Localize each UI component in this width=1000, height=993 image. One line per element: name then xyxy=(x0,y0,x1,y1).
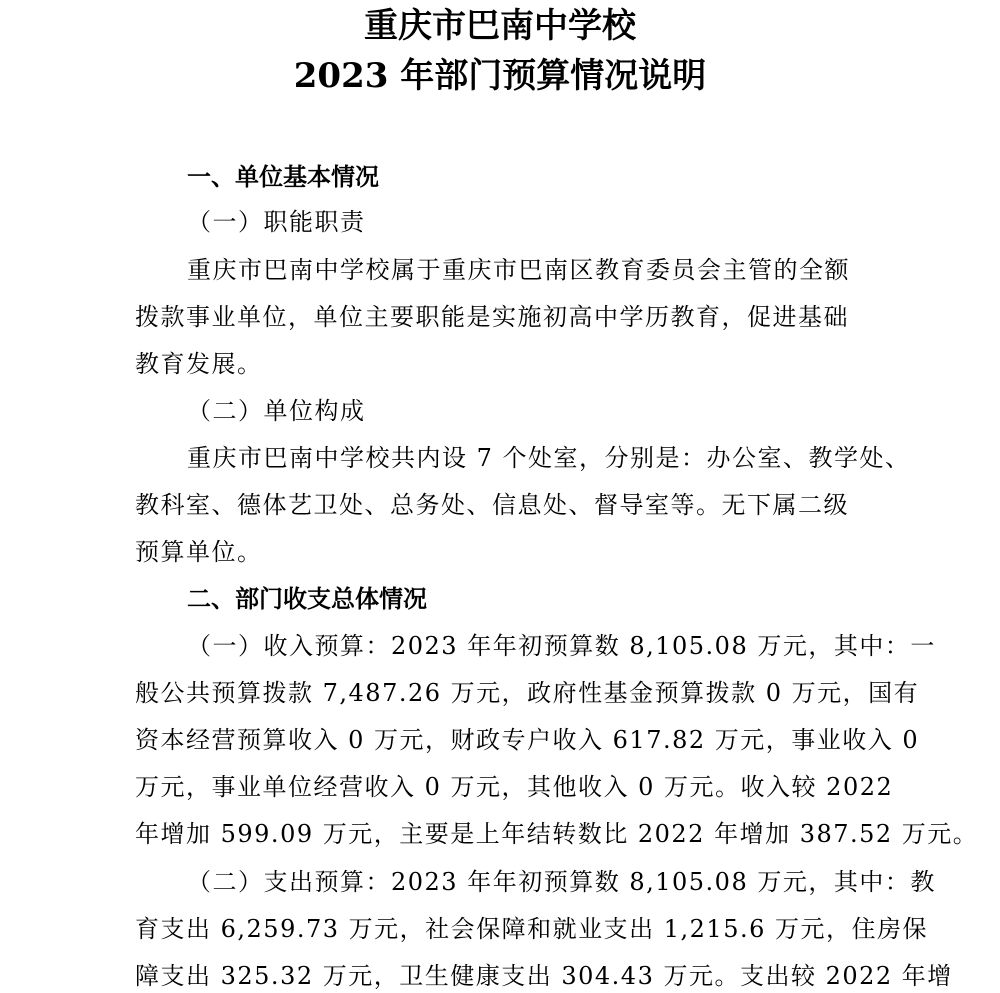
sub2-heading: （二）单位构成 xyxy=(187,397,366,425)
para3-line: 资本经营预算收入 0 万元，财政专户收入 617.82 万元，事业收入 0 xyxy=(135,726,920,754)
document-title-line2: 2023 年部门预算情况说明 xyxy=(293,56,707,96)
para3-line: 万元，事业单位经营收入 0 万元，其他收入 0 万元。收入较 2022 xyxy=(135,773,894,801)
para3-line: 般公共预算拨款 7,487.26 万元，政府性基金预算拨款 0 万元，国有 xyxy=(135,679,920,707)
para2-line: 教科室、德体艺卫处、总务处、信息处、督导室等。无下属二级 xyxy=(135,491,849,519)
section1-heading: 一、单位基本情况 xyxy=(187,162,379,191)
para1-line: 重庆市巴南中学校属于重庆市巴南区教育委员会主管的全额 xyxy=(187,256,850,284)
para3-line: （一）收入预算：2023 年年初预算数 8,105.08 万元，其中：一 xyxy=(187,632,936,660)
sub1-heading: （一）职能职责 xyxy=(187,208,366,236)
para4-line: 育支出 6,259.73 万元，社会保障和就业支出 1,215.6 万元，住房保 xyxy=(135,915,928,943)
para4-line: （二）支出预算：2023 年年初预算数 8,105.08 万元，其中：教 xyxy=(187,868,936,896)
para2-line: 重庆市巴南中学校共内设 7 个处室，分别是：办公室、教学处、 xyxy=(187,444,911,472)
section2-heading: 二、部门收支总体情况 xyxy=(187,584,427,613)
para1-line: 拨款事业单位，单位主要职能是实施初高中学历教育，促进基础 xyxy=(135,303,849,331)
para2-line: 预算单位。 xyxy=(135,538,263,566)
para4-line: 障支出 325.32 万元，卫生健康支出 304.43 万元。支出较 2022 年增 xyxy=(135,962,953,990)
para3-line: 年增加 599.09 万元，主要是上年结转数比 2022 年增加 387.52 万元。 xyxy=(135,820,979,848)
para1-line: 教育发展。 xyxy=(135,350,263,378)
document-title-line1: 重庆市巴南中学校 xyxy=(364,6,636,46)
